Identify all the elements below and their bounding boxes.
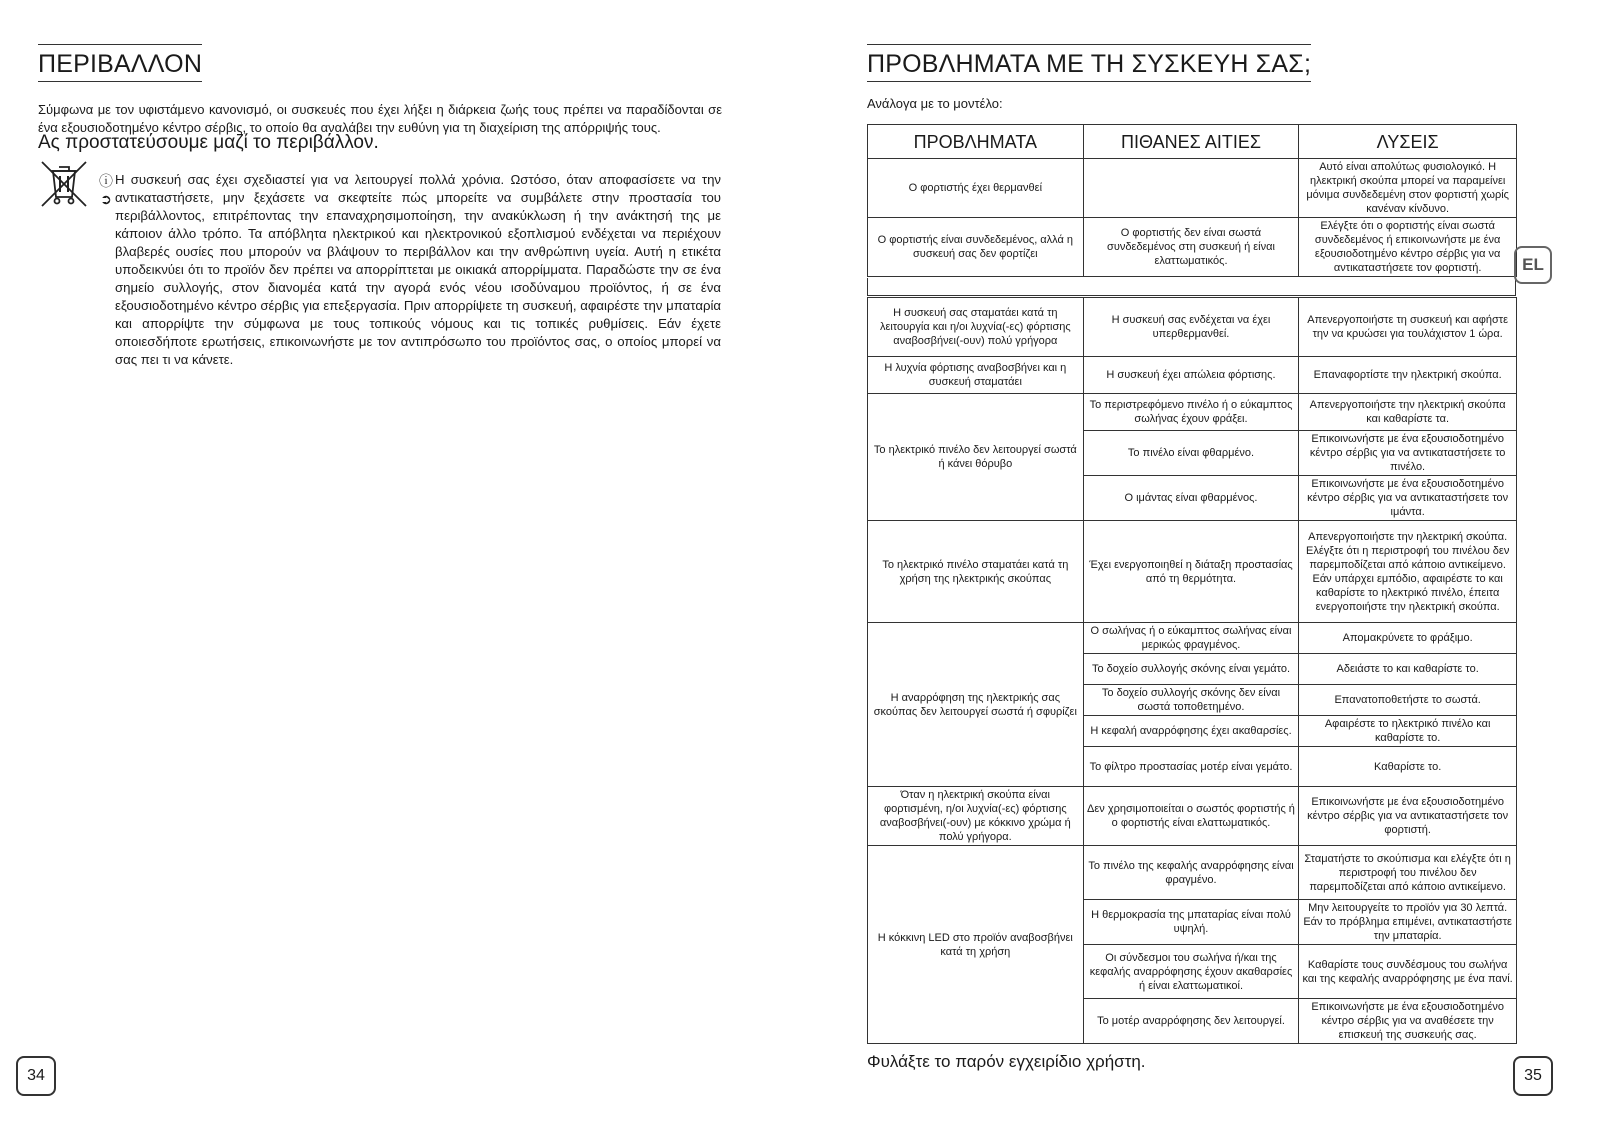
table-row: Το φίλτρο προστασίας μοτέρ είναι γεμάτο. Καθαρίστε το. [868, 747, 1517, 787]
header-solutions: ΛΥΣΕΙΣ [1299, 125, 1517, 159]
table-row: Ο φορτιστής είναι συνδεδεμένος, αλλά η συσκευή σας δεν φορτίζει Ο φορτιστής δεν είναι σωστά συνδεδεμένος στη συσκευή ή είναι ελαττωματικός. Ελέγξτε ότι ο φορτιστής είναι σωστά συνδεδεμένος ή επικοινωνήστε με ένα εξουσιοδοτημένο κέντρο σέρβις για να αντικαταστήσετε τον φορτιστή. [868, 218, 1517, 277]
table-row: Το δοχείο συλλογής σκόνης είναι γεμάτο. Αδειάστε το και καθαρίστε το. [868, 654, 1517, 685]
table-row: Η θερμοκρασία της μπαταρίας είναι πολύ υψηλή. Μην λειτουργείτε το προϊόν για 30 λεπτά. Εάν το πρόβλημα επιμένει, αντικαταστήστε την μπαταρία. [868, 900, 1517, 945]
table-row: Η αναρρόφηση της ηλεκτρικής σας σκούπας δεν λειτουργεί σωστά ή σφυρίζει Ο σωλήνας ή ο εύκαμπτος σωλήνας είναι μερικώς φραγμένος. Απομακρύνετε το φράξιμο. [868, 623, 1517, 654]
header-causes: ΠΙΘΑΝΕΣ ΑΙΤΙΕΣ [1083, 125, 1299, 159]
table-spacer [867, 278, 1516, 296]
table-row: Η κεφαλή αναρρόφησης έχει ακαθαρσίες. Αφαιρέστε το ηλεκτρικό πινέλο και καθαρίστε το. [868, 716, 1517, 747]
header-problems: ΠΡΟΒΛΗΜΑΤΑ [868, 125, 1084, 159]
page-number-right: 35 [1513, 1056, 1553, 1096]
troubleshooting-title: ΠΡΟΒΛΗΜΑΤΑ ΜΕ ΤΗ ΣΥΣΚΕΥΗ ΣΑΣ; [867, 44, 1311, 82]
model-note: Ανάλογα με το μοντέλο: [867, 96, 1003, 111]
info-icon: ⓘ [99, 173, 113, 189]
environment-intro: Σύμφωνα με τον υφιστάμενο κανονισμό, οι συσκευές που έχει λήξει η διάρκεια ζωής τους πρέπει να παραδίδονται σε ένα εξουσιοδοτημένο κέντρο σέρβις, το οποίο θα αναλάβει την ευθύνη για τη διαχείριση της απόρριψής τους. [38, 102, 722, 135]
environment-slogan: Ας προστατεύσουμε μαζί το περιβάλλον. [38, 132, 379, 153]
table-row: Όταν η ηλεκτρική σκούπα είναι φορτισμένη, η/οι λυχνία(-ες) φόρτισης αναβοσβήνει(-ουν) με κόκκινο χρώμα ή πολύ γρήγορα. Δεν χρησιμοποιείται ο σωστός φορτιστής ή ο φορτιστής είναι ελαττωματικός. Επικοινωνήστε με ένα εξουσιοδοτημένο κέντρο σέρβις για να αντικαταστήσετε τον φορτιστή. [868, 787, 1517, 846]
troubleshooting-table-2 [867, 297, 1517, 1044]
weee-paragraph: Η συσκευή σας έχει σχεδιαστεί για να λειτουργεί πολλά χρόνια. Ωστόσο, όταν αποφασίσετε να την αντικαταστήσετε, μην ξεχάσετε να σκεφτείτε πώς μπορείτε να συμβάλετε στην προστασία του περιβάλλοντος, επιτρέποντας την επαναχρησιμοποίηση, την ανακύκλωση ή την ανάκτησή της με κάποιον άλλο τρόπο. Τα απόβλητα ηλεκτρικού και ηλεκτρονικού εξοπλισμού ενδέχεται να περιέχουν βλαβερές ουσίες που μπορούν να βλάψουν το περιβάλλον και την ανθρώπινη υγεία. Αυτή η ετικέτα υποδεικνύει ότι το προϊόν δεν πρέπει να απορρίπτεται με οικιακά απορρίμματα. Παραδώστε την σε ένα σημείο συλλογής, στον διανομέα κατά την αγορά ενός νέου ισοδύναμου προϊόντος, ή σε ένα εξουσιοδοτημένο κέντρο σέρβις για επεξεργασία. Πριν απορρίψετε τη συσκευή, αφαιρέστε την μπαταρία και απορρίψτε την σύμφωνα με τους τοπικούς νόμους και τις τοπικές ρυθμίσεις. Εάν έχετε οποιεσδήποτε ερωτήσεις, επικοινωνήστε με τον αντιπρόσωπο του προϊόντος σας, ο οποίος μπορεί να σας πει τι να κάνετε. [115, 172, 721, 367]
table-row: Η κόκκινη LED στο προϊόν αναβοσβήνει κατά τη χρήση Το πινέλο της κεφαλής αναρρόφησης είναι φραγμένο. Σταματήστε το σκούπισμα και ελέγξτε ότι η περιστροφή του πινέλου δεν παρεμποδίζεται από κάποιο αντικείμενο. [868, 846, 1517, 900]
table-row: Ο φορτιστής έχει θερμανθεί Αυτό είναι απολύτως φυσιολογικό. Η ηλεκτρική σκούπα μπορεί να παραμείνει μόνιμα συνδεδεμένη στον φορτιστή χωρίς κανέναν κίνδυνο. [868, 159, 1517, 218]
table-row: Το δοχείο συλλογής σκόνης δεν είναι σωστά τοποθετημένο. Επανατοποθετήστε το σωστά. [868, 685, 1517, 716]
weee-bin-icon [38, 158, 90, 210]
arrow-right-icon: ➲ [100, 191, 112, 207]
environment-title: ΠΕΡΙΒΑΛΛΟΝ [38, 44, 202, 82]
table-row: Το μοτέρ αναρρόφησης δεν λειτουργεί. Επικοινωνήστε με ένα εξουσιοδοτημένο κέντρο σέρβις για να αναθέσετε την επισκευή της συσκευής σας. [868, 999, 1517, 1044]
troubleshooting-table-1 [867, 124, 1517, 277]
table-row: Οι σύνδεσμοι του σωλήνα ή/και της κεφαλής αναρρόφησης έχουν ακαθαρσίες ή είναι ελαττωματικοί. Καθαρίστε τους συνδέσμους του σωλήνα και της κεφαλής αναρρόφησης με ένα πανί. [868, 945, 1517, 999]
keep-manual-note: Φυλάξτε το παρόν εγχειρίδιο χρήστη. [867, 1052, 1146, 1071]
table-row: Η λυχνία φόρτισης αναβοσβήνει και η συσκευή σταματάει Η συσκευή έχει απώλεια φόρτισης. Επαναφορτίστε την ηλεκτρική σκούπα. [868, 357, 1517, 394]
table-row: Το ηλεκτρικό πινέλο σταματάει κατά τη χρήση της ηλεκτρικής σκούπας Έχει ενεργοποιηθεί η διάταξη προστασίας από τη θερμότητα. Απενεργοποιήστε την ηλεκτρική σκούπα. Ελέγξτε ότι η περιστροφή του πινέλου δεν παρεμποδίζεται από κάποιο αντικείμενο. Εάν υπάρχει εμπόδιο, αφαιρέστε το και καθαρίστε το ηλεκτρικό πινέλο, έπειτα ενεργοποιήστε την ηλεκτρική σκούπα. [868, 521, 1517, 623]
right-page [800, 0, 1600, 1136]
table-row: Το ηλεκτρικό πινέλο δεν λειτουργεί σωστά ή κάνει θόρυβο Το περιστρεφόμενο πινέλο ή ο εύκαμπτος σωλήνας έχουν φράξει. Απενεργοποιήστε την ηλεκτρική σκούπα και καθαρίστε τα. [868, 394, 1517, 431]
table-row: Η συσκευή σας σταματάει κατά τη λειτουργία και η/οι λυχνία(-ες) φόρτισης αναβοσβήνει(-ουν) πολύ γρήγορα Η συσκευή σας ενδέχεται να έχει υπερθερμανθεί. Απενεργοποιήστε τη συσκευή και αφήστε την να κρυώσει για τουλάχιστον 1 ώρα. [868, 298, 1517, 357]
language-tab: EL [1514, 246, 1552, 284]
table-row: Το πινέλο είναι φθαρμένο. Επικοινωνήστε με ένα εξουσιοδοτημένο κέντρο σέρβις για να αντικαταστήσετε το πινέλο. [868, 431, 1517, 476]
table-row: Ο ιμάντας είναι φθαρμένος. Επικοινωνήστε με ένα εξουσιοδοτημένο κέντρο σέρβις για να αντικαταστήσετε τον ιμάντα. [868, 476, 1517, 521]
page-number-left: 34 [16, 1056, 56, 1096]
